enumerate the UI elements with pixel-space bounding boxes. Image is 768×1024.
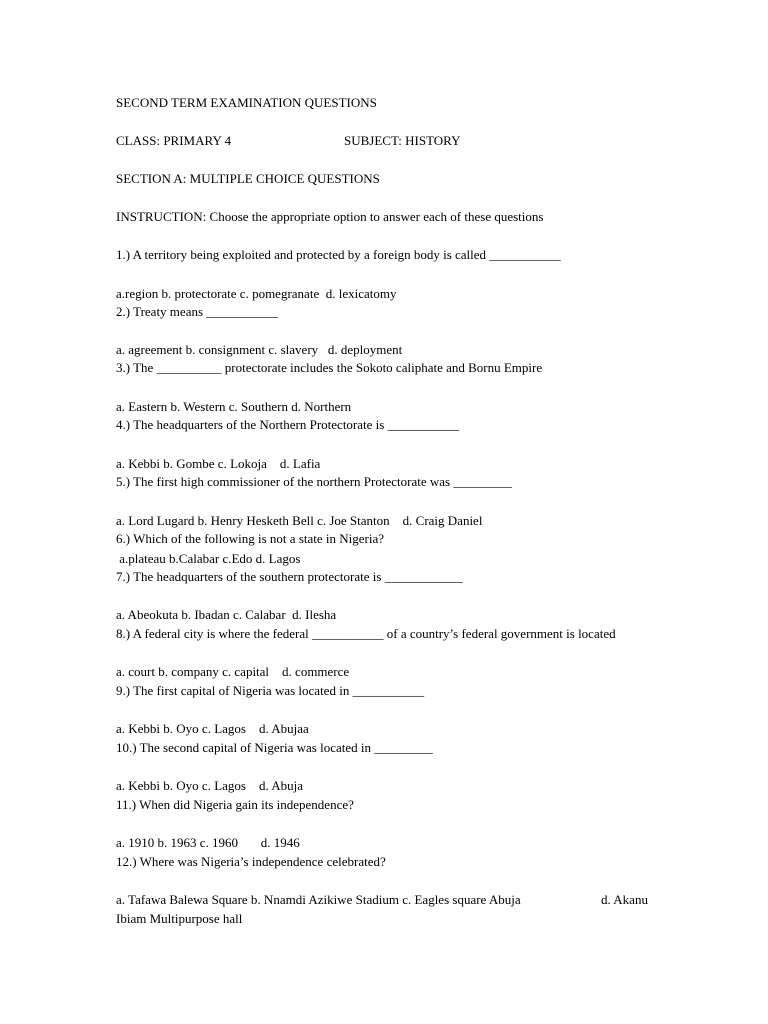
question-7-options: a. Abeokuta b. Ibadan c. Calabar d. Ilesha <box>116 607 337 622</box>
question-4-options: a. Kebbi b. Gombe c. Lokoja d. Lafia <box>116 456 321 471</box>
question-2-options: a. agreement b. consignment c. slavery d. deployment <box>116 342 403 357</box>
question-12-option-d: d. Akanu <box>601 892 648 907</box>
question-10-options: a. Kebbi b. Oyo c. Lagos d. Abuja <box>116 778 304 793</box>
exam-title: SECOND TERM EXAMINATION QUESTIONS <box>116 95 377 110</box>
question-11-options: a. 1910 b. 1963 c. 1960 d. 1946 <box>116 835 300 850</box>
question-3: 3.) The __________ protectorate includes the Sokoto caliphate and Bornu Empire <box>116 360 543 375</box>
section-heading: SECTION A: MULTIPLE CHOICE QUESTIONS <box>116 171 380 186</box>
question-11: 11.) When did Nigeria gain its independence? <box>116 797 354 812</box>
question-12: 12.) Where was Nigeria’s independence celebrated? <box>116 854 386 869</box>
question-9-options: a. Kebbi b. Oyo c. Lagos d. Abujaa <box>116 721 309 736</box>
question-10: 10.) The second capital of Nigeria was located in _________ <box>116 740 433 755</box>
question-6-options: a.plateau b.Calabar c.Edo d. Lagos <box>116 551 301 566</box>
question-3-options: a. Eastern b. Western c. Southern d. Northern <box>116 399 352 414</box>
question-12-options: a. Tafawa Balewa Square b. Nnamdi Azikiwe Stadium c. Eagles square Abuja <box>116 892 521 907</box>
question-1: 1.) A territory being exploited and protected by a foreign body is called ___________ <box>116 247 561 262</box>
question-4: 4.) The headquarters of the Northern Protectorate is ___________ <box>116 417 460 432</box>
instruction-text: INSTRUCTION: Choose the appropriate option to answer each of these questions <box>116 209 544 224</box>
question-12-options-continued: Ibiam Multipurpose hall <box>116 911 243 926</box>
subject-label: SUBJECT: HISTORY <box>344 133 461 148</box>
question-6: 6.) Which of the following is not a state in Nigeria? <box>116 531 384 546</box>
question-5: 5.) The first high commissioner of the northern Protectorate was _________ <box>116 474 512 489</box>
question-2: 2.) Treaty means ___________ <box>116 304 278 319</box>
class-label: CLASS: PRIMARY 4 <box>116 133 232 148</box>
question-9: 9.) The first capital of Nigeria was located in ___________ <box>116 683 425 698</box>
question-8: 8.) A federal city is where the federal ___________ of a country’s federal government is located <box>116 626 616 641</box>
question-8-options: a. court b. company c. capital d. commerce <box>116 664 350 679</box>
question-1-options: a.region b. protectorate c. pomegranate d. lexicatomy <box>116 286 397 301</box>
question-7: 7.) The headquarters of the southern protectorate is ____________ <box>116 569 463 584</box>
question-5-options: a. Lord Lugard b. Henry Hesketh Bell c. Joe Stanton d. Craig Daniel <box>116 513 483 528</box>
